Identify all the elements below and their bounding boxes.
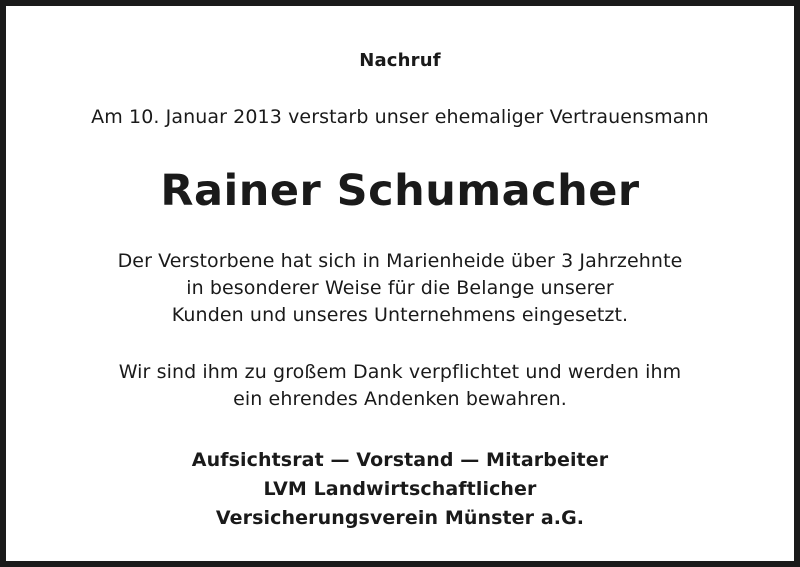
tribute-line: Der Verstorbene hat sich in Marienheide über 3 Jahrzehnte [117, 250, 683, 272]
signature-line: Aufsichtsrat — Vorstand — Mitarbeiter [191, 449, 609, 471]
gratitude-paragraph [6, 359, 794, 413]
signature-line: Versicherungsverein Münster a.G. [215, 507, 585, 529]
gratitude-line: ein ehrendes Andenken bewahren. [233, 388, 567, 410]
gratitude-line: Wir sind ihm zu großem Dank verpflichtet und werden ihm [118, 361, 682, 383]
notice-heading: Nachruf [359, 50, 441, 71]
tribute-paragraph [6, 248, 794, 329]
tribute-line: in besonderer Weise für die Belange unserer [186, 277, 614, 299]
tribute-line: Kunden und unseres Unternehmens eingesetzt. [171, 304, 629, 326]
deceased-name: Rainer Schumacher [160, 166, 640, 216]
signature-line: LVM Landwirtschaftlicher [263, 478, 537, 500]
signature-block [6, 446, 794, 533]
notice-intro: Am 10. Januar 2013 verstarb unser ehemaliger Vertrauensmann [91, 106, 709, 128]
